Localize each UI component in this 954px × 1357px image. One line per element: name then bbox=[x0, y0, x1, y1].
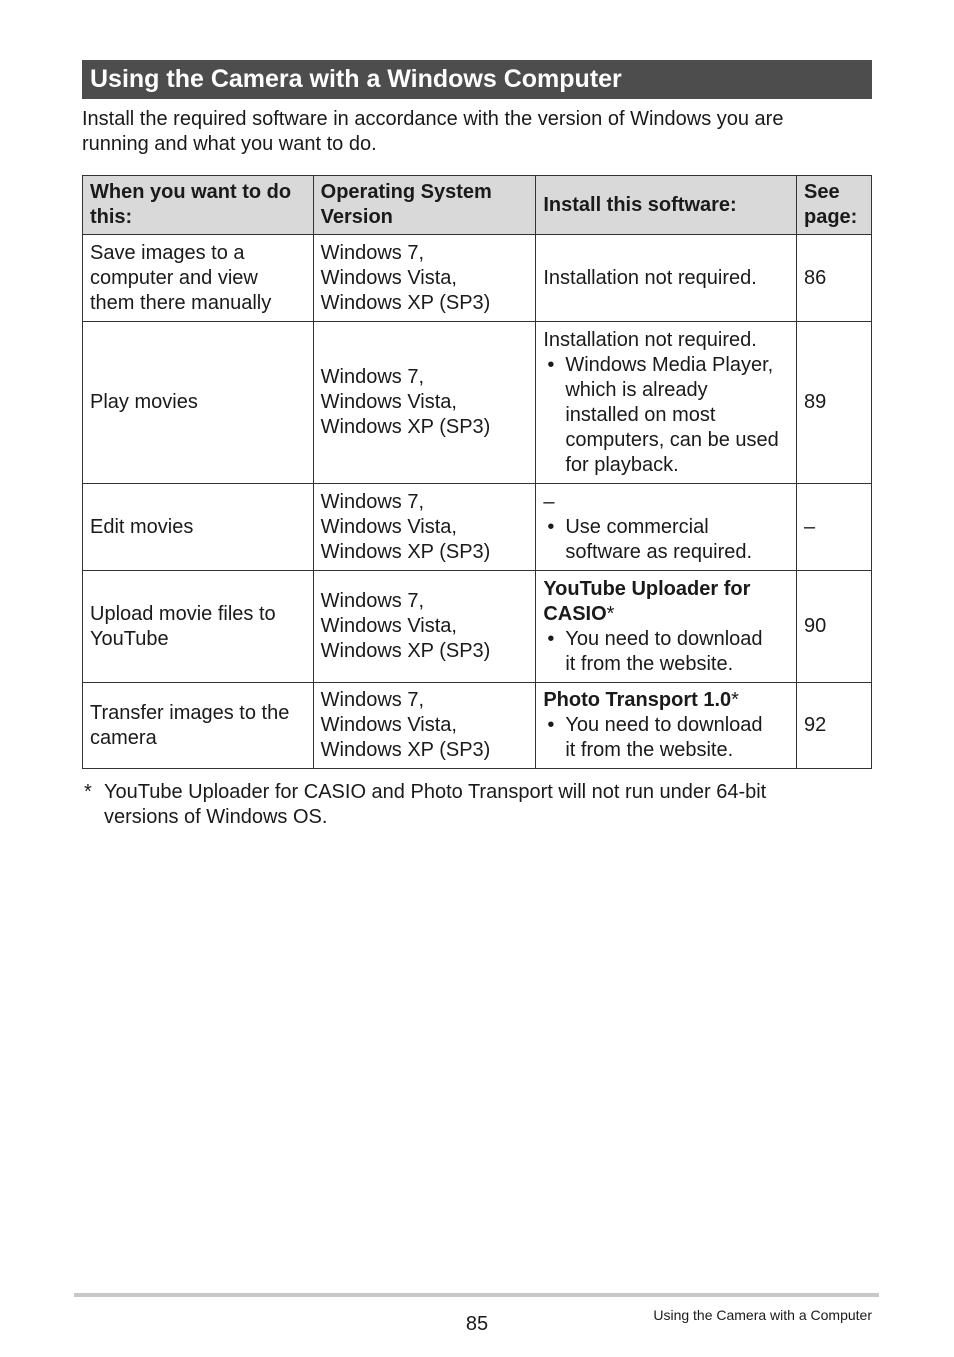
software-cell bbox=[536, 484, 797, 571]
os-text: Windows Vista, bbox=[320, 714, 457, 736]
header-text: See bbox=[804, 181, 840, 203]
page-ref-cell: 90 bbox=[797, 571, 872, 683]
os-text: Windows 7, bbox=[320, 490, 425, 513]
table-row bbox=[83, 322, 872, 484]
task-text: Upload movie files to bbox=[90, 602, 276, 625]
bullet-text: software as required. bbox=[565, 540, 753, 563]
bullet-item bbox=[543, 353, 789, 478]
table-row bbox=[83, 571, 872, 683]
footnote-mark: * bbox=[731, 689, 739, 711]
os-text: Windows Vista, bbox=[320, 391, 457, 413]
os-text: Windows XP (SP3) bbox=[320, 416, 491, 438]
software-cell bbox=[536, 683, 797, 769]
table-header-row bbox=[83, 176, 872, 235]
software-name: Photo Transport 1.0 bbox=[543, 689, 732, 711]
os-cell bbox=[313, 322, 536, 484]
task-cell bbox=[83, 683, 314, 769]
task-text: Save images to a bbox=[90, 241, 245, 264]
page-ref-cell: 92 bbox=[797, 683, 872, 769]
task-text: YouTube bbox=[90, 627, 169, 650]
bullet-text: computers, can be used bbox=[565, 428, 779, 451]
os-text: Windows XP (SP3) bbox=[320, 739, 491, 761]
table-row bbox=[83, 484, 872, 571]
os-text: Windows Vista, bbox=[320, 615, 457, 637]
task-cell bbox=[83, 571, 314, 683]
footnote-text: YouTube Uploader for CASIO and Photo Transport will not run under 64-bit bbox=[104, 781, 767, 803]
header-text: Operating System bbox=[320, 181, 492, 203]
footnote-mark: * bbox=[84, 781, 92, 803]
task-text: them there manually bbox=[90, 291, 272, 314]
footer-divider bbox=[74, 1293, 879, 1297]
task-text: Transfer images to the bbox=[90, 701, 290, 724]
software-table bbox=[82, 175, 872, 769]
software-cell bbox=[536, 235, 797, 322]
os-text: Windows 7, bbox=[320, 241, 425, 264]
page-ref-cell: – bbox=[797, 484, 872, 571]
intro-line: Install the required software in accordance with the version of Windows you are bbox=[82, 108, 784, 130]
header-page bbox=[797, 176, 872, 235]
bullet-text: • You need to download bbox=[565, 714, 763, 736]
bullet-text: • Use commercial bbox=[565, 515, 709, 538]
header-task bbox=[83, 176, 314, 235]
section-title: Using the Camera with a Windows Computer bbox=[82, 60, 872, 99]
os-text: Windows 7, bbox=[320, 590, 425, 612]
software-cell bbox=[536, 571, 797, 683]
header-text: Version bbox=[320, 206, 393, 228]
header-software: Install this software: bbox=[536, 176, 797, 235]
table-row bbox=[83, 683, 872, 769]
task-text: computer and view bbox=[90, 266, 258, 289]
header-text: When you want to do bbox=[90, 181, 292, 203]
bullet-text: • You need to download bbox=[565, 627, 763, 650]
software-text: Installation not required. bbox=[543, 266, 757, 289]
os-text: Windows XP (SP3) bbox=[320, 540, 491, 563]
header-os bbox=[313, 176, 536, 235]
bullet-item bbox=[543, 713, 789, 763]
footer-caption: Using the Camera with a Computer bbox=[653, 1307, 872, 1323]
software-text: – bbox=[543, 490, 555, 513]
page-ref-cell: 89 bbox=[797, 322, 872, 484]
os-text: Windows 7, bbox=[320, 366, 425, 388]
software-name: YouTube Uploader for bbox=[543, 577, 751, 600]
software-cell bbox=[536, 322, 797, 484]
task-text: camera bbox=[90, 726, 157, 749]
bullet-text: it from the website. bbox=[565, 739, 734, 761]
footnote bbox=[84, 780, 844, 830]
os-cell bbox=[313, 571, 536, 683]
bullet-text: it from the website. bbox=[565, 652, 734, 675]
os-cell bbox=[313, 235, 536, 322]
os-text: Windows XP (SP3) bbox=[320, 291, 491, 314]
header-text: page: bbox=[804, 206, 858, 228]
os-text: Windows XP (SP3) bbox=[320, 640, 491, 662]
os-text: Windows Vista, bbox=[320, 266, 457, 289]
page-ref-cell: 86 bbox=[797, 235, 872, 322]
footnote-text: versions of Windows OS. bbox=[104, 806, 328, 828]
bullet-text: • Windows Media Player, bbox=[565, 353, 774, 376]
task-cell bbox=[83, 235, 314, 322]
table-row bbox=[83, 235, 872, 322]
software-text: Installation not required. bbox=[543, 328, 757, 351]
page-number: 85 bbox=[465, 1313, 489, 1335]
software-name: CASIO bbox=[543, 602, 607, 625]
intro-line: running and what you want to do. bbox=[82, 133, 377, 155]
os-text: Windows 7, bbox=[320, 689, 425, 711]
os-text: Windows Vista, bbox=[320, 515, 457, 538]
bullet-text: for playback. bbox=[565, 453, 679, 476]
intro-paragraph bbox=[82, 107, 872, 157]
bullet-item bbox=[543, 627, 789, 677]
bullet-text: which is already bbox=[565, 378, 708, 401]
bullet-text: installed on most bbox=[565, 403, 716, 426]
header-text: this: bbox=[90, 206, 133, 228]
task-cell: Play movies bbox=[83, 322, 314, 484]
os-cell bbox=[313, 683, 536, 769]
task-cell: Edit movies bbox=[83, 484, 314, 571]
os-cell bbox=[313, 484, 536, 571]
footnote-mark: * bbox=[606, 602, 615, 625]
bullet-item bbox=[543, 515, 789, 565]
